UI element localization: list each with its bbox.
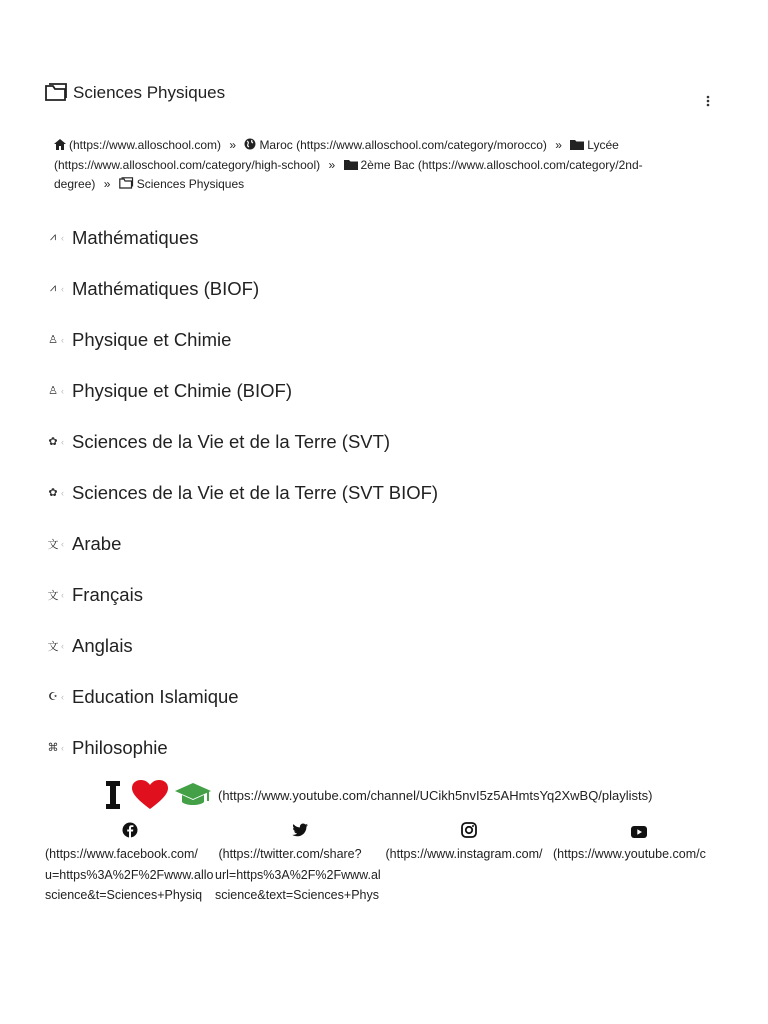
- home-icon: [54, 139, 66, 150]
- breadcrumb-lycee[interactable]: Lycée: [570, 138, 619, 152]
- folder-open-icon: [45, 83, 69, 103]
- translate-icon: 文: [47, 589, 59, 602]
- folder-open-icon: [119, 177, 134, 189]
- flask-icon: ♙: [48, 334, 58, 346]
- bullet-icon: ‹: [61, 589, 64, 600]
- breadcrumb-morocco[interactable]: Maroc (https://www.alloschool.com/category/morocco): [244, 138, 546, 152]
- bullet-icon: ‹: [61, 538, 64, 549]
- graduation-cap-icon: [174, 781, 212, 809]
- folder-icon: [570, 139, 584, 150]
- breadcrumb-separator: »: [229, 138, 237, 152]
- compass-icon: ⩘: [49, 231, 57, 243]
- youtube-playlist-link[interactable]: [104, 780, 652, 810]
- subject-label: Education Islamique: [72, 685, 239, 707]
- youtube-share-url[interactable]: (https://www.youtube.com/c: [553, 847, 706, 861]
- list-item[interactable]: [45, 671, 745, 722]
- subject-label: Anglais: [72, 634, 133, 656]
- translate-icon: 文: [47, 640, 59, 653]
- bullet-icon: ‹: [61, 640, 64, 651]
- flower-icon: ✿: [48, 436, 58, 448]
- list-item[interactable]: [45, 314, 745, 365]
- list-item[interactable]: [45, 620, 745, 671]
- more-options-icon[interactable]: [700, 92, 716, 110]
- subject-label: Arabe: [72, 532, 122, 554]
- twitter-share-url[interactable]: (https://twitter.com/share? url=https%3A%2F%2Fwww.al science&text=Sciences+Phys: [215, 847, 381, 902]
- list-item[interactable]: [45, 365, 745, 416]
- subject-label: Mathématiques (BIOF): [72, 277, 260, 299]
- subject-label: Français: [72, 583, 143, 605]
- page-header: [45, 83, 225, 103]
- crescent-icon: ☪: [48, 691, 58, 703]
- playlist-url: (https://www.youtube.com/channel/UCikh5nvI5z5AHmtsYq2XwBQ/playlists): [218, 787, 653, 803]
- list-item[interactable]: [45, 722, 745, 773]
- letter-i-icon: [104, 780, 122, 810]
- breadcrumb-separator: »: [103, 177, 111, 191]
- subject-list: [45, 212, 745, 773]
- twitter-icon: [292, 822, 308, 838]
- bullet-icon: ‹: [61, 742, 64, 753]
- breadcrumb-2eme-bac[interactable]: 2ème Bac (https://www.alloschool.com/category/2nd-: [344, 158, 643, 172]
- page-title: Sciences Physiques: [73, 83, 226, 102]
- breadcrumb-2eme-bac-url[interactable]: degree): [54, 177, 96, 191]
- breadcrumb-separator: »: [555, 138, 562, 152]
- flask-icon: ♙: [48, 385, 58, 397]
- breadcrumb-current: Sciences Physiques: [119, 177, 244, 191]
- bullet-icon: ‹: [61, 436, 64, 447]
- globe-icon: [244, 138, 256, 150]
- compass-icon: ⩘: [49, 282, 57, 294]
- bullet-icon: ‹: [61, 232, 64, 243]
- instagram-icon: [461, 822, 477, 838]
- facebook-icon: [122, 822, 138, 838]
- bullet-icon: ‹: [61, 283, 64, 294]
- translate-icon: 文: [47, 538, 59, 551]
- breadcrumb-home[interactable]: (https://www.alloschool.com): [54, 138, 221, 152]
- bullet-icon: ‹: [61, 385, 64, 396]
- subject-label: Physique et Chimie (BIOF): [72, 379, 293, 401]
- breadcrumb: [54, 136, 694, 195]
- list-item[interactable]: [45, 212, 745, 263]
- subject-label: Mathématiques: [72, 226, 199, 248]
- youtube-icon: [631, 824, 647, 840]
- list-item[interactable]: [45, 467, 745, 518]
- subject-label: Physique et Chimie: [72, 328, 232, 350]
- subject-label: Sciences de la Vie et de la Terre (SVT BIOF): [72, 481, 439, 503]
- bullet-icon: ‹: [61, 334, 64, 345]
- list-item[interactable]: [45, 416, 745, 467]
- list-item[interactable]: [45, 518, 745, 569]
- flower-icon: ✿: [48, 487, 58, 499]
- subject-label: Sciences de la Vie et de la Terre (SVT): [72, 430, 391, 452]
- subject-label: Philosophie: [72, 736, 168, 758]
- list-item[interactable]: [45, 263, 745, 314]
- instagram-share-url[interactable]: (https://www.instagram.com/: [382, 847, 543, 861]
- bullet-icon: ‹: [61, 487, 64, 498]
- facebook-share-url[interactable]: (https://www.facebook.com/ u=https%3A%2F%2Fwww.allo science&t=Sciences+Physiq: [45, 847, 214, 902]
- bullet-icon: ‹: [61, 691, 64, 702]
- command-icon: ⌘: [47, 742, 59, 754]
- folder-icon: [344, 159, 358, 170]
- list-item[interactable]: [45, 569, 745, 620]
- breadcrumb-lycee-url[interactable]: (https://www.alloschool.com/category/high-school): [54, 157, 321, 172]
- heart-icon: [130, 780, 170, 810]
- breadcrumb-separator: »: [328, 157, 336, 172]
